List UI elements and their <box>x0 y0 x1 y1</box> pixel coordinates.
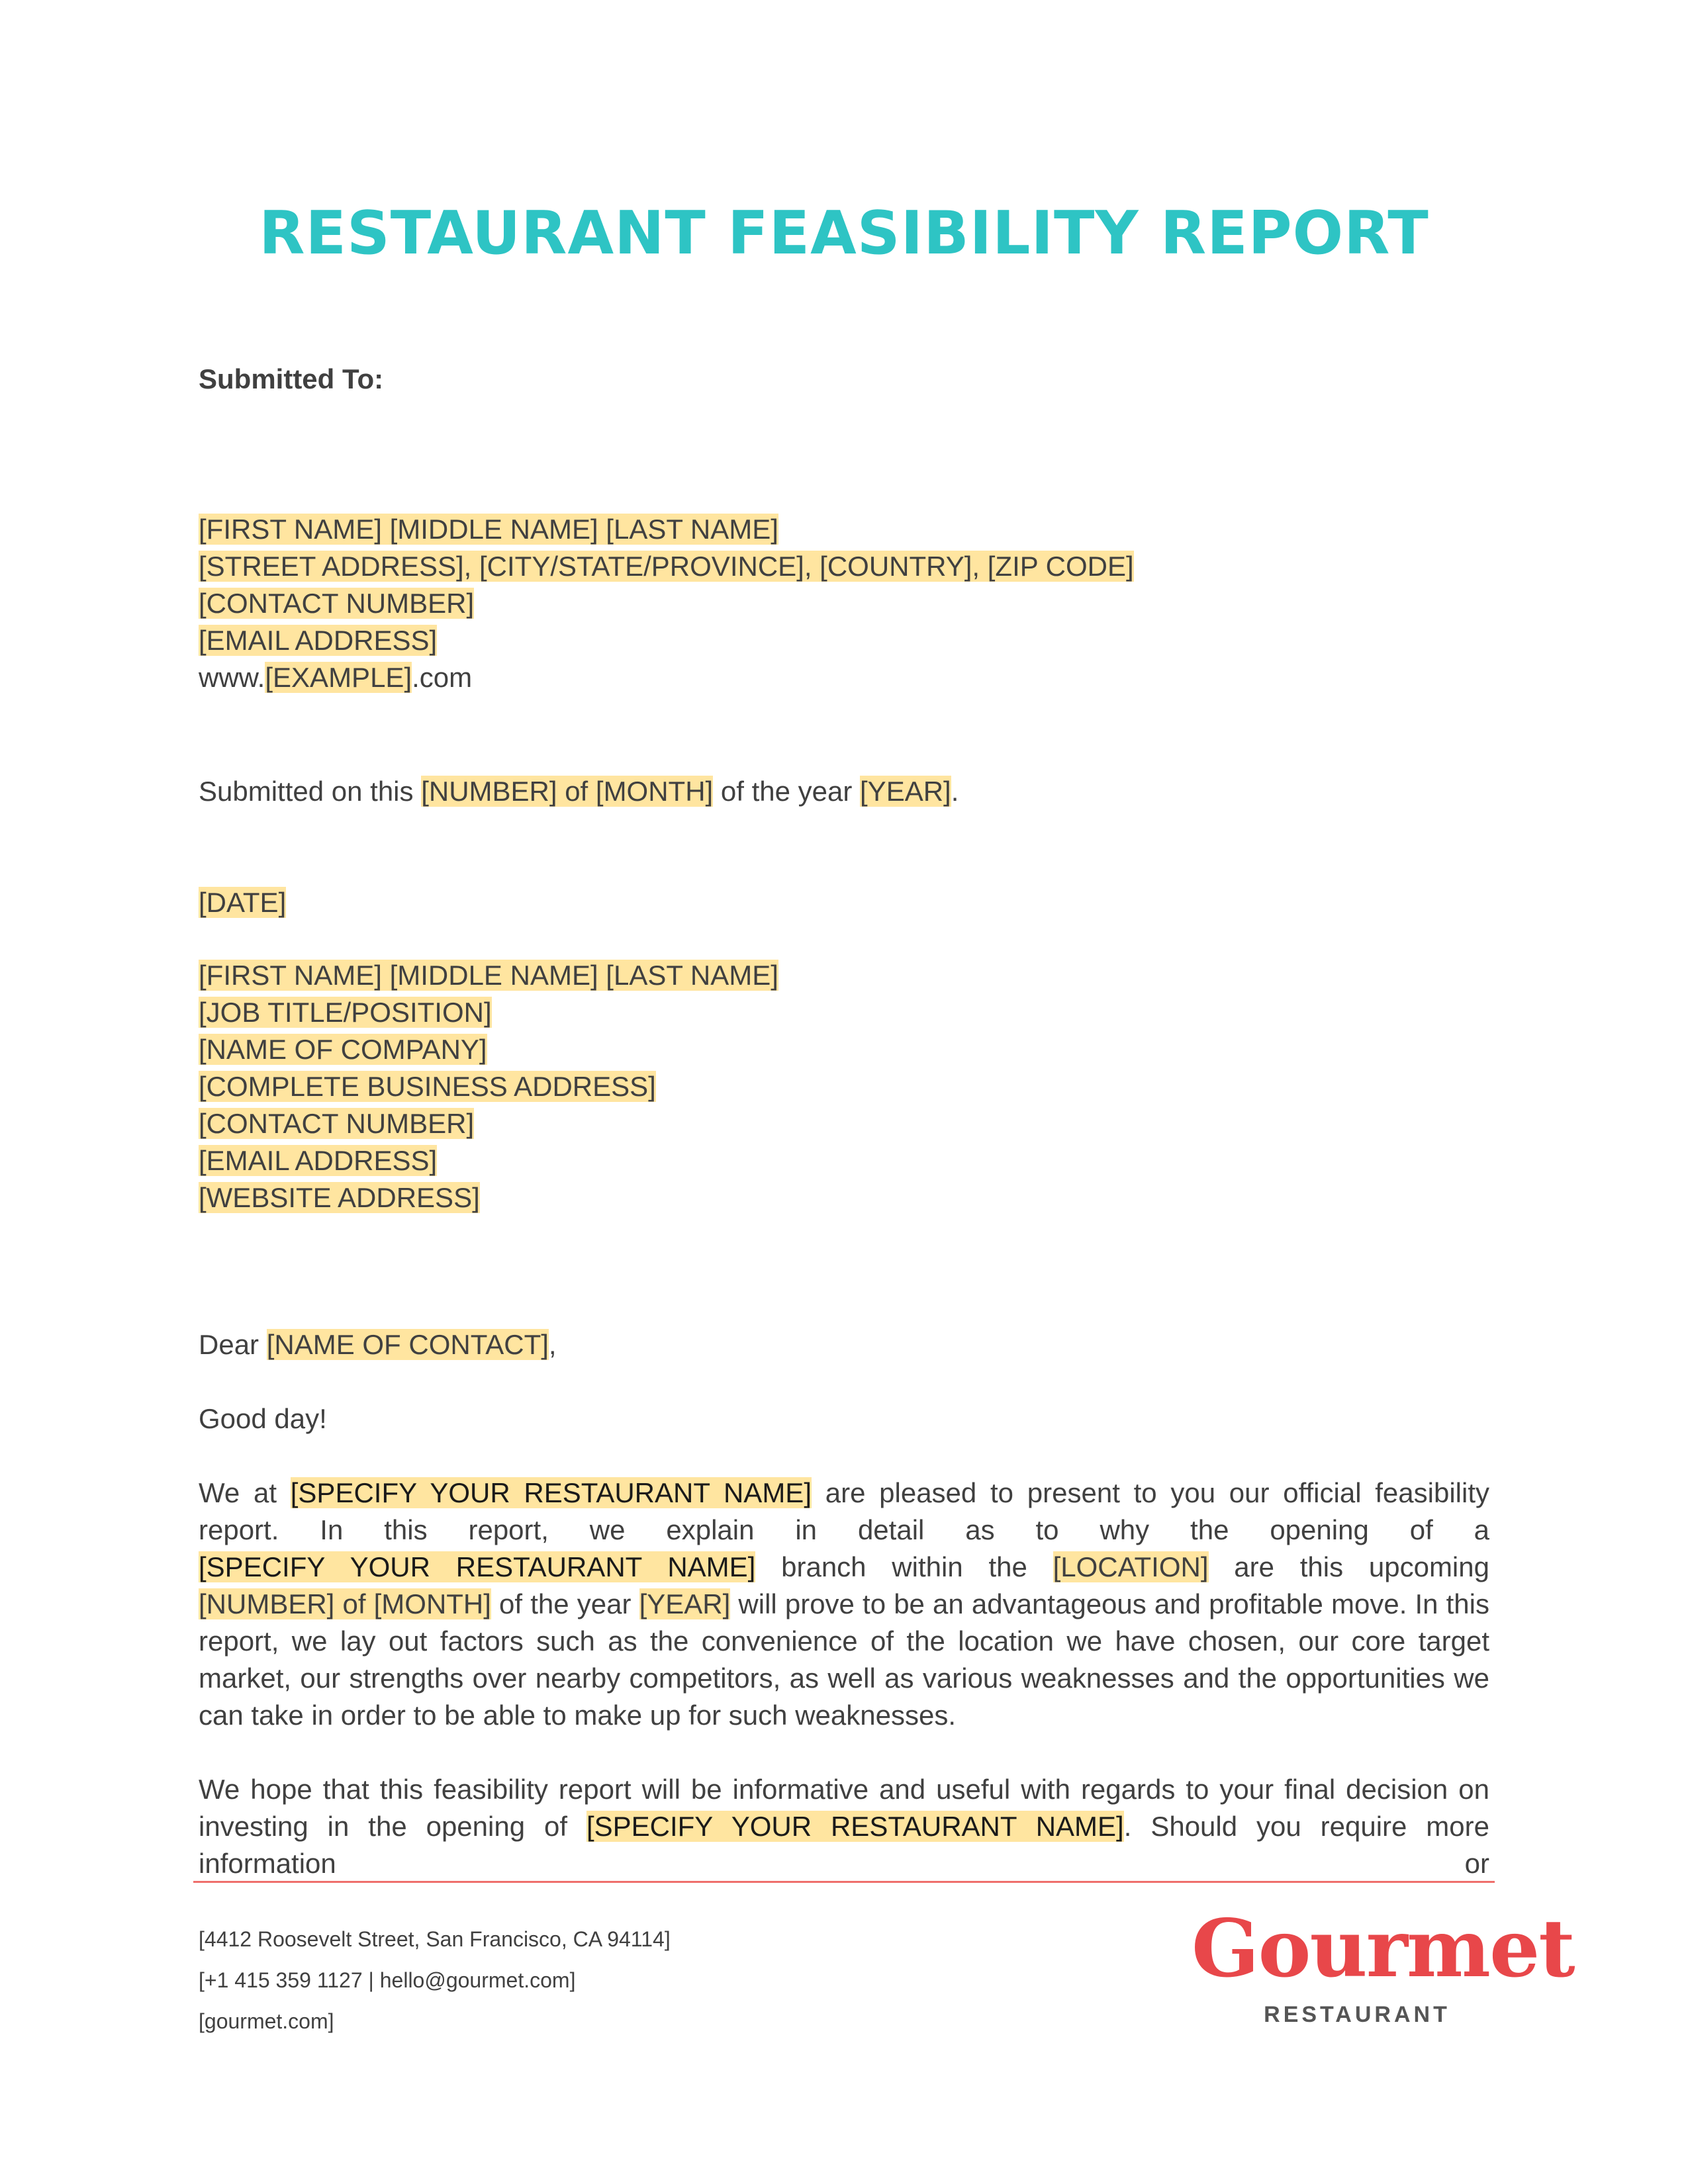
sender-email: [EMAIL ADDRESS] <box>199 1145 438 1176</box>
footer-divider <box>193 1881 1495 1883</box>
sender-name: [FIRST NAME] [MIDDLE NAME] [LAST NAME] <box>199 960 778 991</box>
body-paragraph-2: We hope that this feasibility report will be informative and useful with regards to your final decision on investing in the opening of [SPECIFY YOUR RESTAURANT NAME]. Should you require more information or <box>199 1774 1489 1879</box>
recipient-name: [FIRST NAME] [MIDDLE NAME] [LAST NAME] <box>199 514 778 545</box>
logo-subtitle: RESTAURANT <box>1264 2002 1450 2027</box>
recipient-website: www.[EXAMPLE].com <box>199 662 473 693</box>
sender-company: [NAME OF COMPANY] <box>199 1034 487 1065</box>
salutation: Dear [NAME OF CONTACT], <box>199 1329 557 1360</box>
gourmet-logo: Gourmet <box>1192 1902 1574 1995</box>
body-paragraph-1: We at [SPECIFY YOUR RESTAURANT NAME] are pleased to present to you our official feasibility report. In this report, we explain in detail as to why the opening of a [SPECIFY YOUR RESTAURANT NAME] branch within the [LOCATION] are this upcoming [NUMBER] of [MONTH] of the year [YEAR] will prove to be an advantageous and profitable move. In this report, we lay out factors such as the convenience of the location we have chosen, our core target market, our strengths over nearby competitors, as well as various weaknesses and the opportunities we can take in order to be able to make up for such weaknesses. <box>199 1477 1490 1731</box>
recipient-address: [STREET ADDRESS], [CITY/STATE/PROVINCE], [COUNTRY], [ZIP CODE] <box>199 551 1134 582</box>
sender-contact: [CONTACT NUMBER] <box>199 1108 475 1139</box>
sender-block <box>199 957 1489 1216</box>
footer-contact: [+1 415 359 1127 | hello@gourmet.com] <box>199 1968 576 1992</box>
submitted-to-label: Submitted To: <box>199 363 384 394</box>
footer-address: [4412 Roosevelt Street, San Francisco, CA 94114] <box>199 1927 671 1951</box>
date-line: [DATE] <box>199 887 287 918</box>
submitted-on-line: Submitted on this [NUMBER] of [MONTH] of the year [YEAR]. <box>199 776 959 807</box>
greeting: Good day! <box>199 1403 327 1434</box>
recipient-email: [EMAIL ADDRESS] <box>199 625 438 656</box>
sender-address: [COMPLETE BUSINESS ADDRESS] <box>199 1071 656 1102</box>
sender-website: [WEBSITE ADDRESS] <box>199 1182 480 1213</box>
footer-website: [gourmet.com] <box>199 2009 334 2033</box>
sender-job-title: [JOB TITLE/POSITION] <box>199 997 492 1028</box>
recipient-block <box>199 511 1489 696</box>
document-title: RESTAURANT FEASIBILITY REPORT <box>259 199 1429 268</box>
recipient-contact: [CONTACT NUMBER] <box>199 588 475 619</box>
